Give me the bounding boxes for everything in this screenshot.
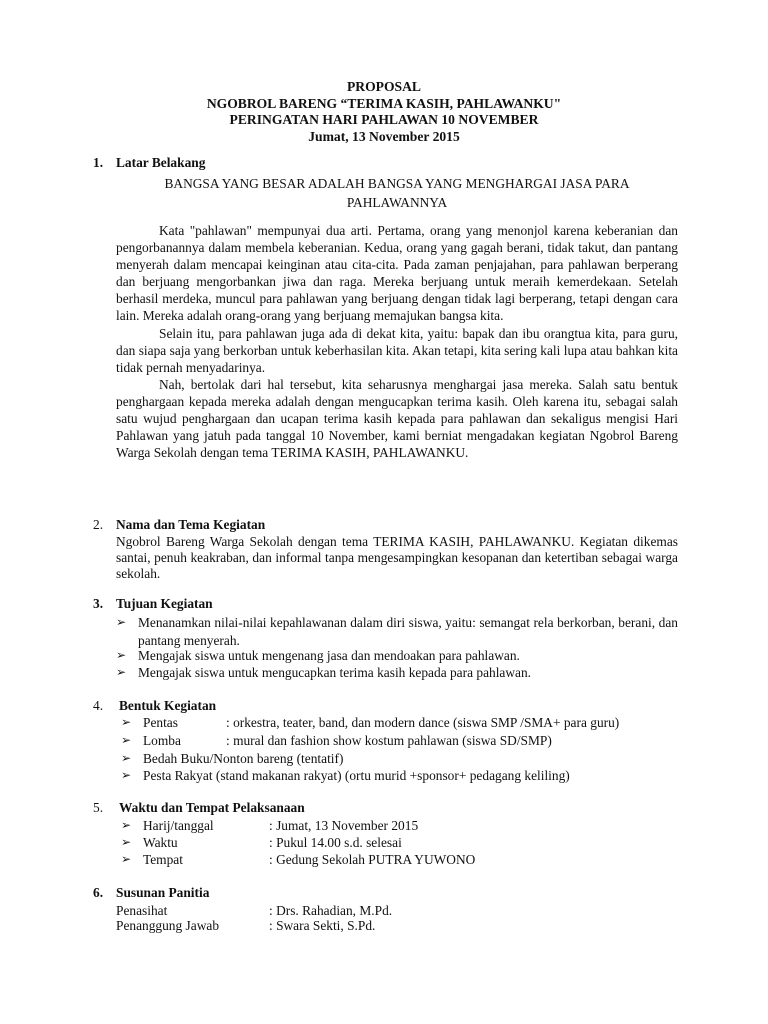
section-3-title: Tujuan Kegiatan [116, 596, 213, 611]
committee-role: Penasihat [116, 903, 168, 918]
section-1-number: 1. [93, 155, 104, 170]
arrow-bullet-icon: ➢ [121, 818, 132, 832]
committee-member: : Swara Sekti, S.Pd. [269, 918, 376, 933]
paragraph-1: Kata "pahlawan" mempunyai dua arti. Pertama, orang yang menonjol karena keberanian dan pengorbanannya dalam membela keberanian. Kedua, orang yang gagah berani, tidak takut, dan pantang menyerah dalam mencapai keinginan atau cita-cita. Pada zaman penjajahan, para pahlawan berperang dan berjuang mengorbankan jiwa dan raga. Mereka berjuang untuk meraih kemerdekaan. Setelah berhasil merdeka, muncul para pahlawan yang berjuang dengan tidak lagi berperang, tetapi dengan cara lain. Mereka adalah orang-orang yang berjuang memajukan bangsa kita. [116, 223, 678, 324]
section-2-title: Nama dan Tema Kegiatan [116, 517, 266, 532]
section-3-heading [93, 596, 213, 613]
section-3-number: 3. [93, 596, 104, 611]
list-item [116, 614, 678, 650]
arrow-bullet-icon: ➢ [121, 835, 132, 849]
committee-role: Penanggung Jawab [116, 918, 220, 933]
list-item-text: Menanamkan nilai-nilai kepahlawanan dalam diri siswa, yaitu: semangat rela berkorban, berani, dan pantang menyerah. [138, 615, 678, 648]
list-item-text: Mengajak siswa untuk mengucapkan terima kasih kepada para pahlawan. [138, 665, 532, 680]
section-6-heading [93, 885, 209, 902]
section-2-number: 2. [93, 517, 104, 532]
activity-detail: : orkestra, teater, band, dan modern dance (siswa SMP /SMA+ para guru) [226, 715, 620, 730]
arrow-bullet-icon: ➢ [121, 733, 132, 747]
motto-line-1: BANGSA YANG BESAR ADALAH BANGSA YANG MENGHARGAI JASA PARA [164, 176, 630, 191]
activity-label: Bedah Buku/Nonton bareng (tentatif) [143, 751, 344, 766]
header-date: Jumat, 13 November 2015 [308, 128, 460, 144]
section-1-title: Latar Belakang [116, 155, 206, 170]
schedule-value: : Gedung Sekolah PUTRA YUWONO [269, 852, 476, 867]
list-item [121, 768, 701, 786]
section-1-body [116, 222, 678, 461]
committee-row [116, 918, 676, 936]
activity-label: Pesta Rakyat (stand makanan rakyat) (ortu murid +sponsor+ pedagang keliling) [143, 768, 570, 783]
section-5-heading [93, 800, 305, 817]
activity-label: Pentas [143, 715, 178, 730]
section-6-number: 6. [93, 885, 104, 900]
arrow-bullet-icon: ➢ [121, 751, 132, 765]
committee-member: : Drs. Rahadian, M.Pd. [269, 903, 393, 918]
arrow-bullet-icon: ➢ [116, 665, 127, 679]
paragraph-3: Nah, bertolak dari hal tersebut, kita seharusnya menghargai jasa mereka. Salah satu bentuk penghargaan kepada mereka adalah dengan mengucapkan terima kasih. Oleh karena itu, sebagai salah satu wujud penghargaan dan ucapan terima kasih kepada para pahlawan dan sekaligus mengisi Hari Pahlawan yang jatuh pada tanggal 10 November, kami berniat mengadakan kegiatan Ngobrol Bareng Warga Sekolah dengan tema TERIMA KASIH, PAHLAWANKU. [116, 376, 678, 461]
list-item-text: Mengajak siswa untuk mengenang jasa dan mendoakan para pahlawan. [138, 648, 520, 663]
header-event-name: NGOBROL BARENG “TERIMA KASIH, PAHLAWANKU" [206, 95, 562, 111]
list-item [121, 852, 681, 870]
arrow-bullet-icon: ➢ [121, 852, 132, 866]
schedule-value: : Pukul 14.00 s.d. selesai [269, 835, 402, 850]
schedule-value: : Jumat, 13 November 2015 [269, 818, 419, 833]
arrow-bullet-icon: ➢ [116, 615, 127, 629]
arrow-bullet-icon: ➢ [116, 648, 127, 662]
section-1-heading [93, 155, 205, 172]
arrow-bullet-icon: ➢ [121, 768, 132, 782]
section-5-title: Waktu dan Tempat Pelaksanaan [119, 800, 305, 815]
proposal-header [0, 79, 768, 145]
section-2-heading [93, 517, 265, 534]
motto-line-2: PAHLAWANNYA [346, 195, 448, 210]
list-item [121, 715, 701, 733]
section-4-title: Bentuk Kegiatan [119, 698, 217, 713]
section-2-body: Ngobrol Bareng Warga Sekolah dengan tema TERIMA KASIH, PAHLAWANKU. Kegiatan dikemas santai, penuh keakraban, dan informal tanpa mengesampingkan kesopanan dan ketertiban sebagai warga sekolah. [116, 534, 678, 581]
activity-label: Lomba [143, 733, 181, 748]
list-item [121, 835, 681, 853]
schedule-label: Tempat [143, 852, 183, 867]
section-5-number: 5. [93, 800, 104, 815]
header-title: PROPOSAL [346, 79, 421, 94]
list-item [121, 818, 681, 836]
header-occasion: PERINGATAN HARI PAHLAWAN 10 NOVEMBER [229, 112, 539, 127]
paragraph-2: Selain itu, para pahlawan juga ada di dekat kita, yaitu: bapak dan ibu orangtua kita, para guru, dan siapa saja yang berkorban untuk keberhasilan kita. Akan tetapi, kita sering kali lupa atau bahkan kita tidak pernah menyadarinya. [116, 325, 678, 375]
section-4-heading [93, 698, 216, 715]
list-item [121, 751, 701, 769]
section-1-motto [116, 174, 678, 212]
section-4-number: 4. [93, 698, 104, 713]
arrow-bullet-icon: ➢ [121, 715, 132, 729]
list-item [116, 665, 678, 683]
schedule-label: Harij/tanggal [143, 818, 214, 833]
activity-detail: : mural dan fashion show kostum pahlawan (siswa SD/SMP) [226, 733, 552, 748]
section-6-title: Susunan Panitia [116, 885, 210, 900]
list-item [121, 733, 701, 751]
list-item [116, 648, 678, 666]
schedule-label: Waktu [143, 835, 178, 850]
